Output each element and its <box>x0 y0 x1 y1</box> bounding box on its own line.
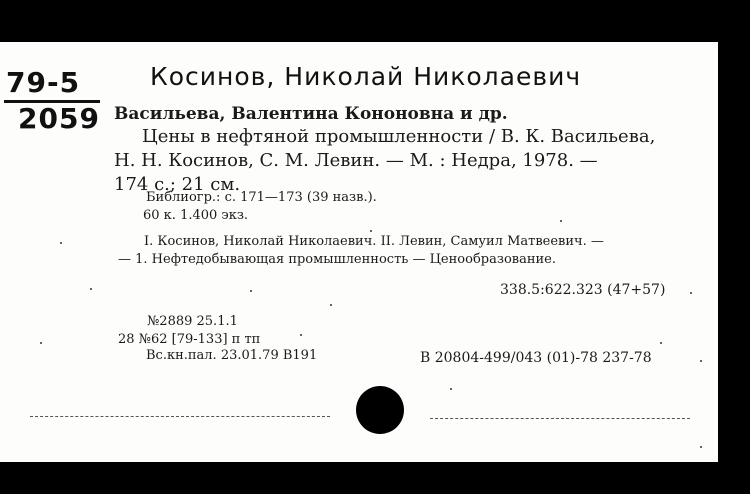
scan-noise-line <box>30 416 330 418</box>
bibliography-note: Библиогр.: с. 171—173 (39 назв.). <box>146 190 377 205</box>
price-run: 60 к. 1.400 экз. <box>143 208 249 223</box>
scan-noise-line <box>430 418 690 420</box>
catalog-card <box>0 42 718 462</box>
tracing-line-1: I. Косинов, Николай Николаевич. II. Левин, Самуил Матвеевич. — <box>144 234 604 249</box>
register-line-3: Вс.кн.пал. 23.01.79 В191 <box>146 348 318 363</box>
card-body-line-3: 174 с.; 21 см. <box>114 174 241 195</box>
tracing-line-2: — 1. Нефтедобывающая промышленность — Ценообразование. <box>118 252 556 267</box>
card-heading: Васильева, Валентина Кононовна и др. <box>114 104 508 124</box>
register-line-1: №2889 25.1.1 <box>147 314 238 329</box>
card-body-line-2: Н. Н. Косинов, С. М. Левин. — М. : Недра, 1978. — <box>114 150 598 171</box>
udc-code: 338.5:622.323 (47+57) <box>500 282 666 298</box>
shelf-mark-bottom: 2059 <box>18 102 100 135</box>
scan-background <box>0 462 750 494</box>
card-body-line-1: Цены в нефтяной промышленности / В. К. Васильева, <box>142 126 656 147</box>
catalog-code: В 20804-499/043 (01)-78 237-78 <box>420 350 652 366</box>
register-line-2: 28 №62 [79-133] п тп <box>118 332 261 347</box>
handwritten-heading: Косинов, Николай Николаевич <box>150 62 582 91</box>
punch-hole <box>356 386 404 434</box>
shelf-mark-top: 79-5 <box>6 66 81 99</box>
